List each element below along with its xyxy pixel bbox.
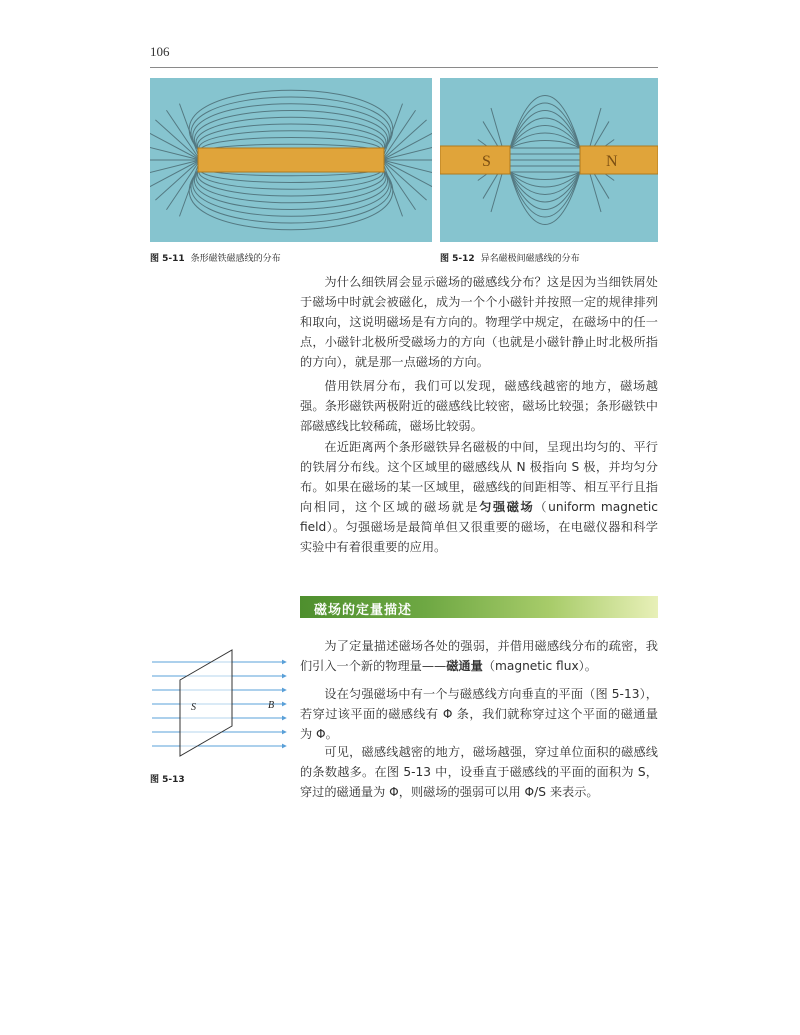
figure-opposite-poles-photo — [440, 78, 658, 242]
term-uniform-field: 匀强磁场 — [479, 500, 535, 514]
bar-magnet-filings-svg — [150, 78, 432, 242]
section-title: 磁场的定量描述 — [314, 603, 413, 618]
header-rule — [150, 67, 658, 68]
figure-number: 图 5-12 — [440, 254, 475, 264]
text-segment: 为了定量描述磁场各处的强弱，并借用磁感线分布的疏密，我们引入一个新的物理量—— — [300, 639, 658, 673]
magnet-left — [440, 146, 510, 174]
plane-surface — [180, 650, 232, 756]
paragraph-density-strength: 借用铁屑分布，我们可以发现，磁感线越密的地方，磁场越强。条形磁铁两极附近的磁感线比较密，磁场比较强；条形磁铁中部磁感线比较稀疏，磁场比较弱。 — [300, 379, 658, 433]
figure-bar-magnet-photo — [150, 78, 432, 242]
figure-caption-text: 异名磁极间磁感线的分布 — [480, 254, 580, 264]
plane-field-diagram — [150, 646, 290, 761]
figure-number: 图 5-11 — [150, 254, 185, 264]
bar-magnet — [198, 148, 384, 172]
figure-caption-5-13 — [150, 772, 191, 785]
pole-label-n: N — [606, 153, 618, 170]
magnet-right — [580, 146, 658, 174]
field-label: B — [268, 700, 275, 711]
figure-number: 图 5-13 — [150, 775, 185, 785]
paragraph-filings-explanation: 为什么细铁屑会显示磁场的磁感线分布？这是因为当细铁屑处于磁场中时就会被磁化，成为一个个小磁针并按照一定的规律排列和取向，这说明磁场是有方向的。物理学中规定，在磁场中的任一点，小磁针北极所受磁场力的方向（也就是小磁针静止时北极所指的方向），就是那一点磁场的方向。 — [300, 275, 658, 369]
paragraph-uniform-field — [300, 437, 658, 557]
text-segment: （magnetic flux）。 — [482, 659, 597, 673]
term-magnetic-flux: 磁通量 — [446, 659, 483, 673]
paragraph-flux-intro — [300, 636, 658, 676]
pole-label-s: S — [482, 153, 491, 170]
paragraph-flux-definition: 设在匀强磁场中有一个与磁感线方向垂直的平面（图 5-13），若穿过该平面的磁感线有 Φ 条，我们就称穿过这个平面的磁通量为 Φ。 — [300, 687, 658, 741]
text-segment: （uniform magnetic field）。匀强磁场是最简单但又很重要的磁场，在电磁仪器和科学实验中有着很重要的应用。 — [300, 500, 659, 554]
opposite-poles-filings-svg — [440, 78, 658, 242]
page-number: 106 — [150, 44, 170, 59]
figure-caption-5-12 — [440, 251, 580, 264]
paragraph-flux-density: 可见，磁感线越密的地方，磁场越强，穿过单位面积的磁感线的条数越多。在图 5-13 中，设垂直于磁感线的平面的面积为 S，穿过的磁通量为 Φ，则磁场的强弱可以用 Φ/S 来表示。 — [300, 745, 658, 799]
figure-caption-text: 条形磁铁磁感线的分布 — [190, 254, 281, 264]
plane-label: S — [191, 702, 196, 713]
section-banner — [300, 596, 658, 618]
text-segment: 在近距离两个条形磁铁异名磁极的中间，呈现出均匀的、平行的铁屑分布线。这个区域里的磁感线从 N 极指向 S 极，并均匀分布。如果在磁场的某一区域里，磁感线的间距相等、相互平行且指向相同，这个区域的磁场就是 — [300, 440, 658, 514]
figure-caption-5-11 — [150, 251, 281, 264]
figure-plane-in-field — [150, 646, 290, 761]
